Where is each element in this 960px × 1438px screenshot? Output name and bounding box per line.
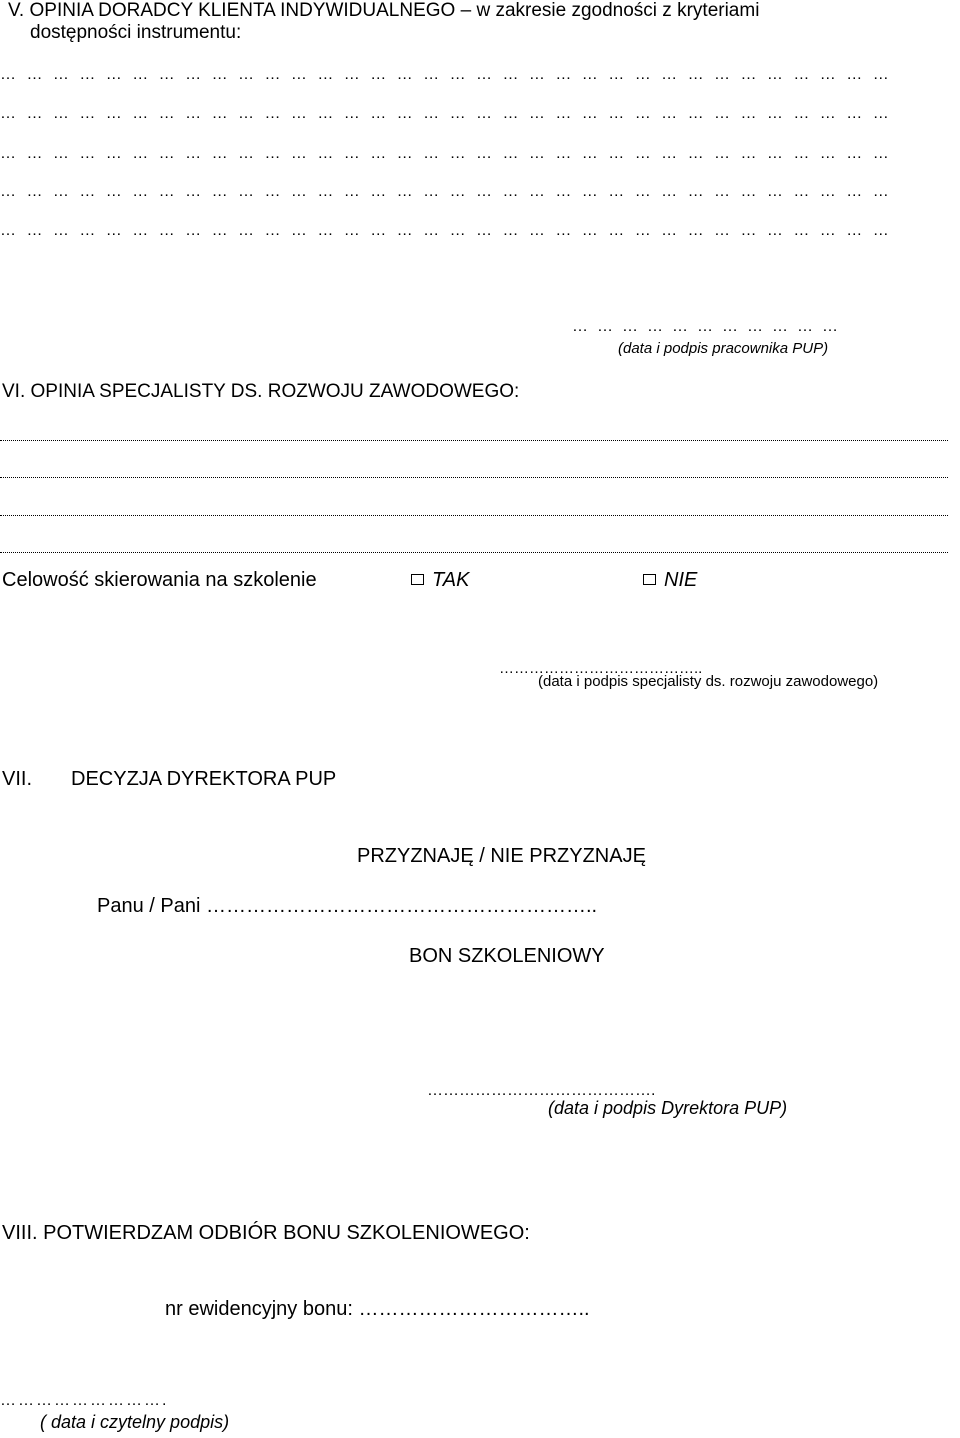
- section-7-number: VII.: [2, 768, 33, 790]
- fill-in-line[interactable]: [0, 105, 948, 123]
- voucher-text: BON SZKOLENIOWY: [409, 945, 605, 967]
- signature-line-advisor[interactable]: ……………………………: [572, 318, 847, 335]
- section-6-heading: VI. OPINIA SPECJALISTY DS. ROZWOJU ZAWODOWEGO:: [2, 381, 520, 402]
- purpose-label: Celowość skierowania na szkolenie: [2, 569, 317, 591]
- fill-in-line[interactable]: [0, 145, 948, 163]
- fill-in-line[interactable]: [0, 552, 948, 553]
- signature-line-specialist[interactable]: …………………………………..: [499, 660, 703, 677]
- section-5-heading-line1: V. OPINIA DORADCY KLIENTA INDYWIDUALNEGO – w zakresie zgodności z kryteriami: [8, 0, 760, 21]
- signature-line-director[interactable]: …………………………………….: [427, 1082, 656, 1099]
- fill-in-line[interactable]: [0, 440, 948, 441]
- option-yes-label: TAK: [432, 569, 470, 591]
- fill-in-line[interactable]: [0, 515, 948, 516]
- option-no[interactable]: [643, 569, 697, 592]
- fill-in-line[interactable]: [0, 66, 948, 84]
- checkbox-yes[interactable]: [411, 574, 424, 585]
- fill-in-line[interactable]: [0, 477, 948, 478]
- voucher-number-line[interactable]: nr ewidencyjny bonu: ……………………………..: [165, 1298, 590, 1320]
- fill-in-line[interactable]: [0, 183, 948, 201]
- decision-text: PRZYZNAJĘ / NIE PRZYZNAJĘ: [357, 845, 646, 867]
- signature-caption-recipient: ( data i czytelny podpis): [40, 1412, 230, 1432]
- section-8-heading: VIII. POTWIERDZAM ODBIÓR BONU SZKOLENIOWEGO:: [2, 1222, 530, 1244]
- signature-line-recipient[interactable]: ……………………….: [0, 1392, 169, 1409]
- checkbox-no[interactable]: [643, 574, 656, 585]
- signature-caption-specialist: (data i podpis specjalisty ds. rozwoju zawodowego): [538, 673, 879, 690]
- signature-caption-advisor: (data i podpis pracownika PUP): [618, 340, 829, 357]
- section-7-heading: DECYZJA DYREKTORA PUP: [71, 768, 337, 790]
- recipient-line[interactable]: Panu / Pani …………………………………………………..: [97, 895, 598, 917]
- option-yes[interactable]: [411, 569, 469, 592]
- fill-in-line[interactable]: [0, 222, 948, 240]
- option-no-label: NIE: [664, 569, 698, 591]
- section-5-heading-line2: dostępności instrumentu:: [30, 22, 242, 43]
- signature-caption-director: (data i podpis Dyrektora PUP): [548, 1098, 788, 1118]
